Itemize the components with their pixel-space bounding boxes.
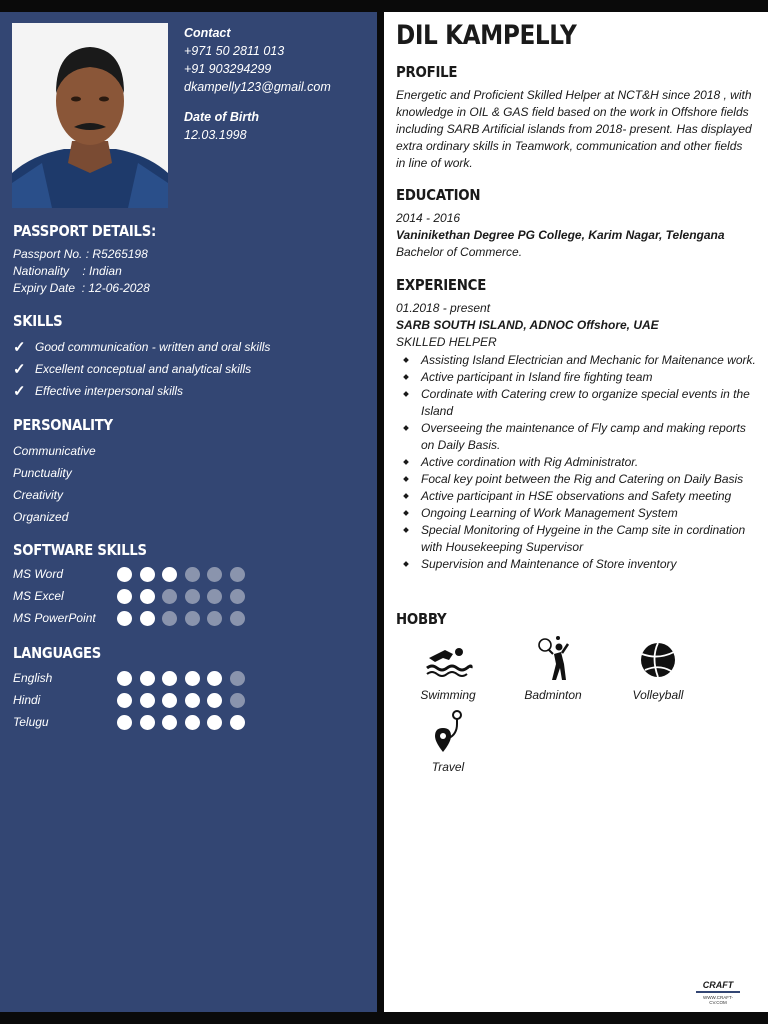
dob-value: 12.03.1998 [184, 128, 247, 142]
rating-dot-filled [185, 715, 200, 730]
education-entry [396, 210, 725, 261]
experience-bullet: Special Monitoring of Hygeine in the Camp site in cordination with Housekeeping Supervisor [396, 522, 756, 556]
personality-item: Punctuality [13, 466, 72, 480]
experience-bullet: Cordinate with Catering crew to organize special events in the Island [396, 386, 756, 420]
profile-text: Energetic and Proficient Skilled Helper at NCT&H since 2018 , with knowledge in OIL & GAS field based on the work in Offshore fields including SARB Artificial islands from 2018- present. Has displayed extra ordinary skills in Teamwork, communication and other fields in line of work. [396, 88, 752, 170]
experience-bullet: Supervision and Maintenance of Store inventory [396, 556, 756, 573]
hobby-title: HOBBY [396, 610, 447, 628]
experience-bullet: Ongoing Learning of Work Management System [396, 505, 756, 522]
checkmark-icon: ✓ [13, 361, 26, 378]
skill-item: ✓ Good communication - written and oral skills [13, 339, 271, 356]
hobby-item [508, 636, 598, 702]
language-item: Hindi [13, 689, 252, 711]
personality-item: Communicative [13, 444, 96, 458]
rating-dot-filled [207, 693, 222, 708]
rating-dot-empty [185, 611, 200, 626]
candidate-name: DIL KAMPELLY [396, 20, 577, 51]
personality-list [13, 440, 96, 528]
rating-dots [117, 671, 252, 686]
contact-heading: Contact [184, 26, 231, 40]
rating-dots [117, 567, 252, 582]
rating-dot-filled [207, 715, 222, 730]
rating-dot-filled [162, 671, 177, 686]
rating-dot-filled [117, 589, 132, 604]
rating-dots [117, 693, 252, 708]
rating-dot-empty [162, 589, 177, 604]
hobby-label: Badminton [524, 688, 582, 702]
rating-dot-empty [207, 567, 222, 582]
hobby-item [613, 636, 703, 702]
rating-dot-empty [230, 693, 245, 708]
experience-bullet: Assisting Island Electrician and Mechanic for Maitenance work. [396, 352, 756, 369]
rating-dot-filled [117, 567, 132, 582]
rating-dot-filled [207, 671, 222, 686]
rating-dot-filled [162, 715, 177, 730]
contact-block [184, 24, 331, 144]
skill-item: ✓ Effective interpersonal skills [13, 383, 184, 400]
sidebar [0, 12, 377, 1012]
bottom-border [0, 1012, 768, 1024]
passport-row: Nationality : Indian [13, 264, 122, 278]
brand-logo-text: CRAFT [696, 980, 740, 993]
rating-dots [117, 589, 252, 604]
map-pin-route-icon [423, 708, 473, 754]
education-institution: Vaninikethan Degree PG College, Karim Nagar, Telengana [396, 228, 725, 242]
hobby-label: Swimming [420, 688, 476, 702]
rating-dots [117, 715, 252, 730]
badminton-player-icon [528, 636, 578, 682]
rating-dot-empty [230, 589, 245, 604]
experience-company: SARB SOUTH ISLAND, ADNOC Offshore, UAE [396, 318, 659, 332]
checkmark-icon: ✓ [13, 339, 26, 356]
skills-title: SKILLS [13, 312, 63, 330]
experience-title: EXPERIENCE [396, 276, 487, 294]
rating-dot-filled [117, 671, 132, 686]
swimmer-icon [423, 636, 473, 682]
passport-row: Passport No. : R5265198 [13, 247, 148, 261]
experience-bullets [396, 352, 756, 573]
brand-logo [696, 980, 740, 1005]
education-title: EDUCATION [396, 186, 481, 204]
brand-url: WWW.CRAFT-CV.COM [703, 995, 733, 1005]
languages-list [13, 667, 252, 733]
experience-bullet: Overseeing the maintenance of Fly camp and making reports on Daily Basis. [396, 420, 756, 454]
passport-details [13, 246, 150, 297]
rating-dot-empty [230, 611, 245, 626]
rating-dot-filled [162, 567, 177, 582]
experience-entry [396, 300, 659, 351]
rating-dot-empty [185, 567, 200, 582]
rating-dots [117, 611, 252, 626]
volleyball-icon [633, 636, 683, 682]
dob-heading: Date of Birth [184, 110, 259, 124]
rating-dot-filled [117, 715, 132, 730]
rating-dot-filled [140, 671, 155, 686]
experience-bullet: Active participant in Island fire fighting team [396, 369, 756, 386]
hobby-item [403, 708, 493, 774]
experience-bullet: Active cordination with Rig Administrator. [396, 454, 756, 471]
phone-india: +91 903294299 [184, 62, 272, 76]
education-period: 2014 - 2016 [396, 211, 461, 225]
personality-title: PERSONALITY [13, 416, 113, 434]
top-border [0, 0, 768, 12]
skill-item: ✓ Excellent conceptual and analytical skills [13, 361, 252, 378]
personality-item: Creativity [13, 488, 64, 502]
rating-dot-empty [207, 611, 222, 626]
rating-dot-filled [140, 567, 155, 582]
education-degree: Bachelor of Commerce. [396, 245, 523, 259]
rating-dot-filled [185, 693, 200, 708]
email: dkampelly123@gmail.com [184, 80, 331, 94]
software-item: MS PowerPoint [13, 607, 252, 629]
software-list [13, 563, 252, 629]
hobby-label: Travel [431, 760, 465, 774]
rating-dot-filled [162, 693, 177, 708]
hobby-label: Volleyball [632, 688, 684, 702]
experience-bullet: Focal key point between the Rig and Catering on Daily Basis [396, 471, 756, 488]
rating-dot-filled [140, 611, 155, 626]
rating-dot-filled [117, 611, 132, 626]
passport-row: Expiry Date : 12-06-2028 [13, 281, 150, 295]
rating-dot-empty [230, 567, 245, 582]
language-item: English [13, 667, 252, 689]
hobby-item [403, 636, 493, 702]
rating-dot-filled [230, 715, 245, 730]
experience-role: SKILLED HELPER [396, 335, 497, 349]
rating-dot-empty [230, 671, 245, 686]
personality-item: Organized [13, 510, 69, 524]
profile-photo [12, 23, 168, 208]
rating-dot-empty [162, 611, 177, 626]
software-item: MS Word [13, 563, 252, 585]
experience-period: 01.2018 - present [396, 301, 491, 315]
passport-title: PASSPORT DETAILS: [13, 222, 156, 240]
phone-uae: +971 50 2811 013 [184, 44, 285, 58]
experience-bullet: Active participant in HSE observations and Safety meeting [396, 488, 756, 505]
rating-dot-filled [140, 693, 155, 708]
software-title: SOFTWARE SKILLS [13, 541, 147, 559]
languages-title: LANGUAGES [13, 644, 102, 662]
rating-dot-empty [207, 589, 222, 604]
rating-dot-filled [140, 589, 155, 604]
rating-dot-filled [185, 671, 200, 686]
rating-dot-filled [117, 693, 132, 708]
main-content [384, 12, 768, 1012]
rating-dot-filled [140, 715, 155, 730]
rating-dot-empty [185, 589, 200, 604]
skills-list [13, 336, 270, 402]
language-item: Telugu [13, 711, 252, 733]
profile-title: PROFILE [396, 63, 458, 81]
checkmark-icon: ✓ [13, 383, 26, 400]
software-item: MS Excel [13, 585, 252, 607]
